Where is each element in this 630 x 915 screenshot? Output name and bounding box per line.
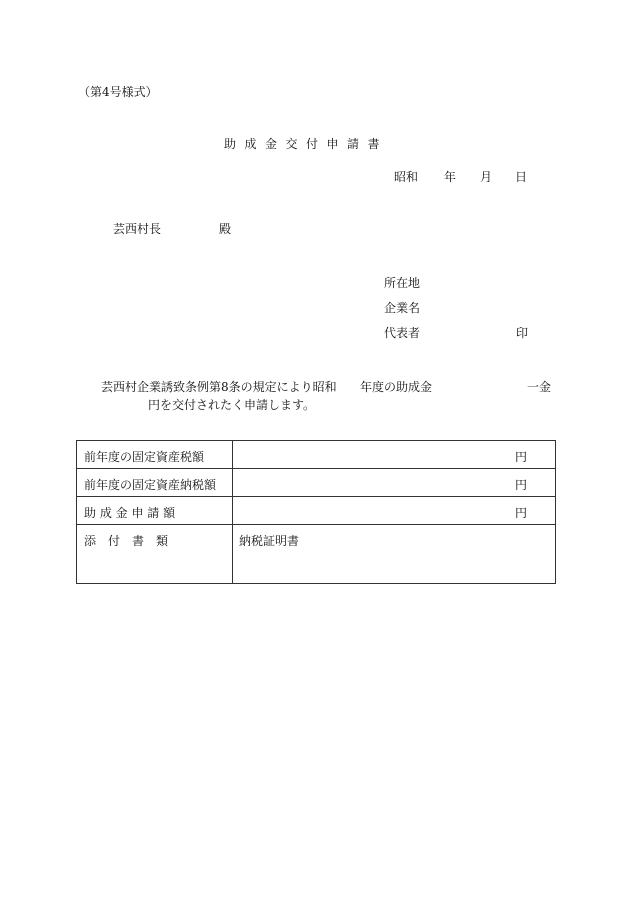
body-text-amount-prefix: 一金	[527, 380, 552, 394]
table-row	[77, 497, 556, 525]
seal-label: 印	[516, 326, 529, 340]
date-day: 日	[515, 170, 528, 184]
row-value-prior-property-tax	[233, 441, 556, 469]
body-text-fiscal-year: 年度の助成金	[360, 380, 433, 394]
row-label-subsidy-amount: 助 成 金 申 請 額	[77, 497, 233, 525]
addressee-name: 芸西村長	[113, 222, 162, 236]
application-detail-table	[76, 440, 556, 584]
address-label: 所在地	[384, 276, 421, 290]
table-row	[77, 441, 556, 469]
representative-label: 代表者	[384, 326, 421, 340]
date-era: 昭和	[394, 170, 419, 184]
yen-unit: 円	[514, 450, 527, 464]
table-row	[77, 525, 556, 584]
date-year: 年	[444, 170, 457, 184]
body-text-line2: 円を交付されたく申請します。	[148, 398, 316, 412]
row-label-prior-property-tax: 前年度の固定資産税額	[77, 441, 233, 469]
body-text-line1: 芸西村企業誘致条例第8条の規定により昭和	[101, 380, 337, 394]
row-value-prior-property-tax-paid	[233, 469, 556, 497]
date-month: 月	[480, 170, 493, 184]
table-row	[77, 469, 556, 497]
yen-unit: 円	[514, 478, 527, 492]
company-label: 企業名	[384, 301, 421, 315]
addressee-honorific: 殿	[219, 222, 232, 236]
row-label-attachments: 添 付 書 類	[77, 525, 233, 584]
yen-unit: 円	[514, 506, 527, 520]
row-value-attachments	[233, 525, 556, 584]
value-text: 納税証明書	[239, 534, 300, 548]
document-title: 助成金交付申請書	[224, 137, 389, 151]
row-label-prior-property-tax-paid: 前年度の固定資産納税額	[77, 469, 233, 497]
form-number: （第4号様式）	[78, 85, 158, 99]
row-value-subsidy-amount	[233, 497, 556, 525]
